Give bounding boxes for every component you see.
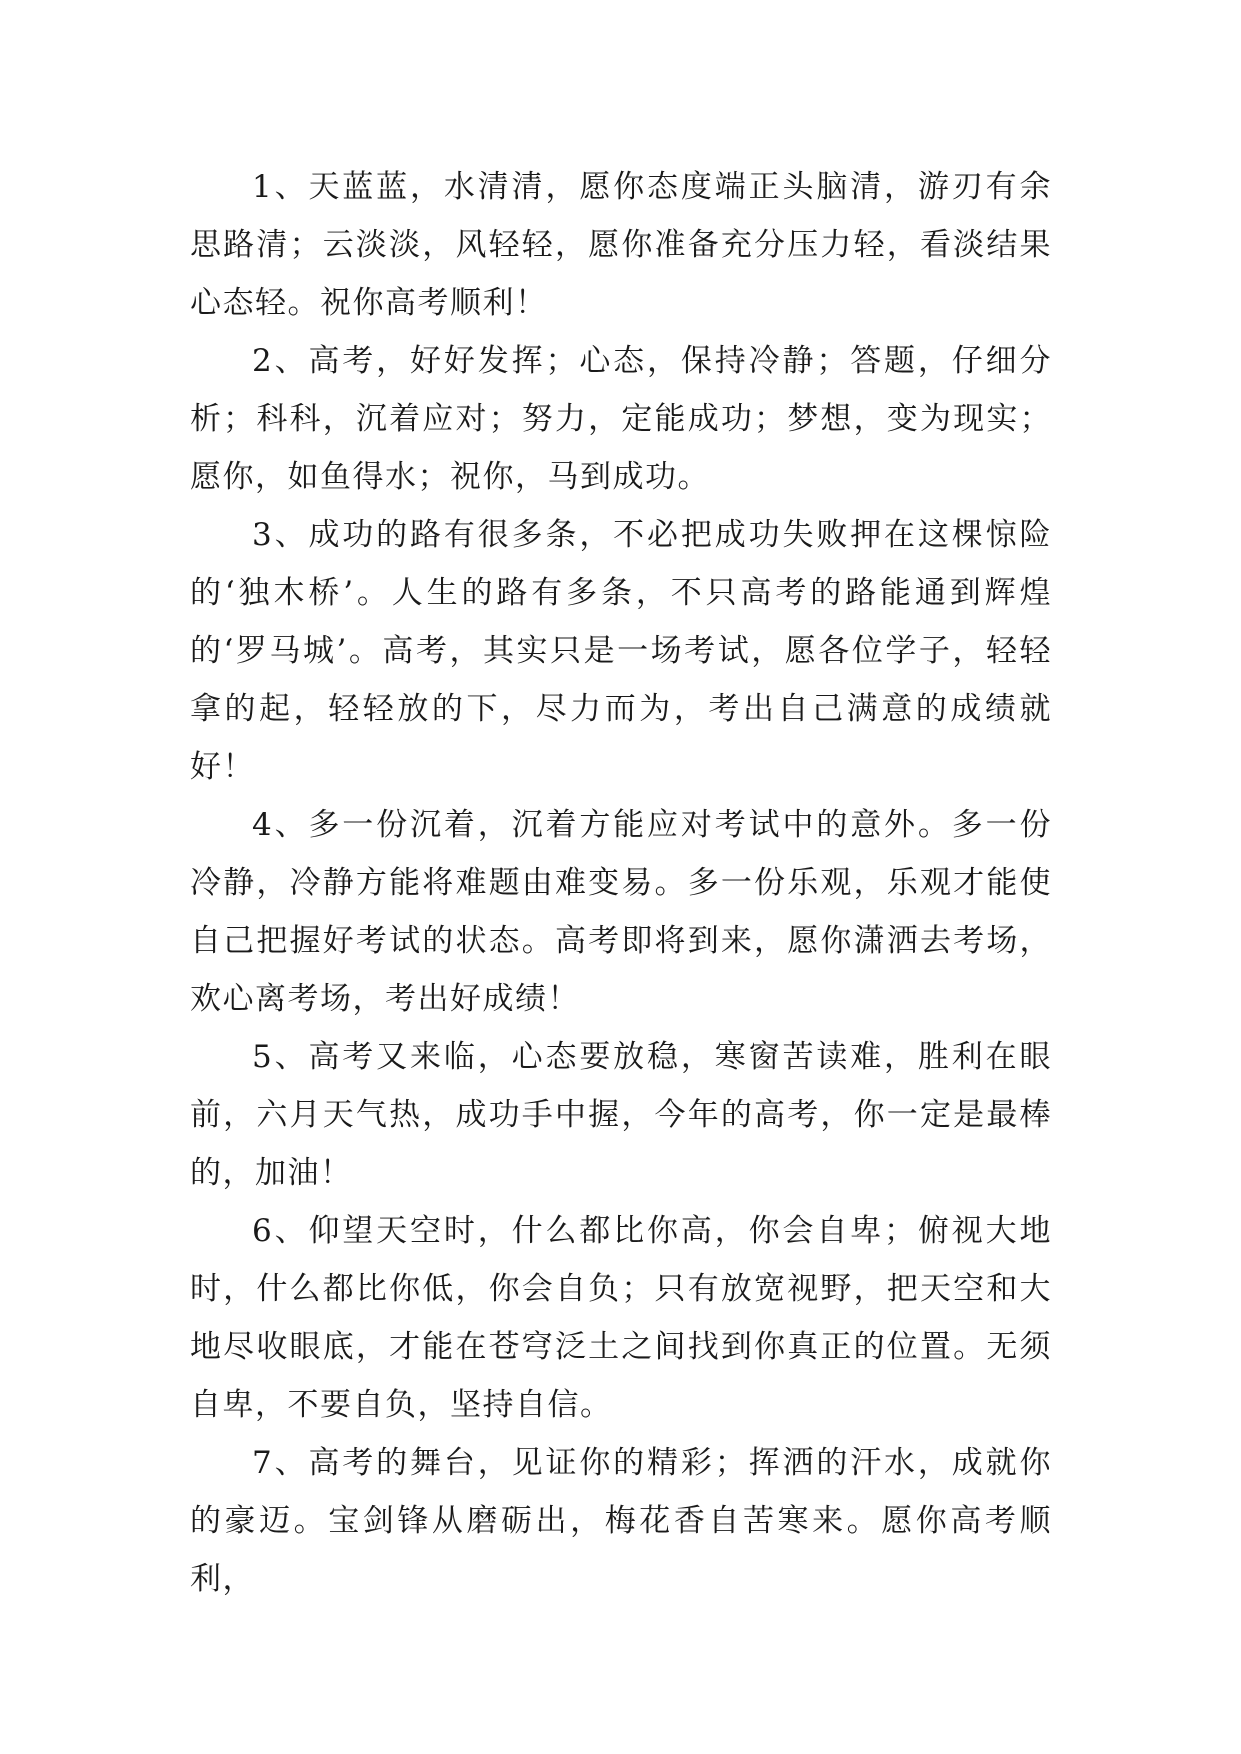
paragraph-2: 2、高考，好好发挥；心态，保持冷静；答题，仔细分析；科科，沉着应对；努力，定能成功；梦想，变为现实；愿你，如鱼得水；祝你，马到成功。 bbox=[190, 343, 1052, 495]
paragraph-6: 6、仰望天空时，什么都比你高，你会自卑；俯视大地时，什么都比你低，你会自负；只有放宽视野，把天空和大地尽收眼底，才能在苍穹泛土之间找到你真正的位置。无须自卑，不要自负，坚持自信。 bbox=[190, 1213, 1052, 1423]
paragraph-3: 3、成功的路有很多条，不必把成功失败押在这棵惊险的‘独木桥’。人生的路有多条，不只高考的路能通到辉煌的‘罗马城’。高考，其实只是一场考试，愿各位学子，轻轻拿的起，轻轻放的下，尽力而为，考出自己满意的成绩就好！ bbox=[190, 517, 1052, 785]
paragraph-5: 5、高考又来临，心态要放稳，寒窗苦读难，胜利在眼前，六月天气热，成功手中握，今年的高考，你一定是最棒的，加油！ bbox=[190, 1039, 1052, 1191]
paragraph-1: 1、天蓝蓝，水清清，愿你态度端正头脑清，游刃有余思路清；云淡淡，风轻轻，愿你准备充分压力轻，看淡结果心态轻。祝你高考顺利！ bbox=[190, 169, 1052, 321]
paragraph-7: 7、高考的舞台，见证你的精彩；挥洒的汗水，成就你的豪迈。宝剑锋从磨砺出，梅花香自苦寒来。愿你高考顺利， bbox=[190, 1445, 1052, 1597]
document-body bbox=[190, 158, 1052, 1608]
paragraph-4: 4、多一份沉着，沉着方能应对考试中的意外。多一份冷静，冷静方能将难题由难变易。多一份乐观，乐观才能使自己把握好考试的状态。高考即将到来，愿你潇洒去考场，欢心离考场，考出好成绩！ bbox=[190, 807, 1052, 1017]
